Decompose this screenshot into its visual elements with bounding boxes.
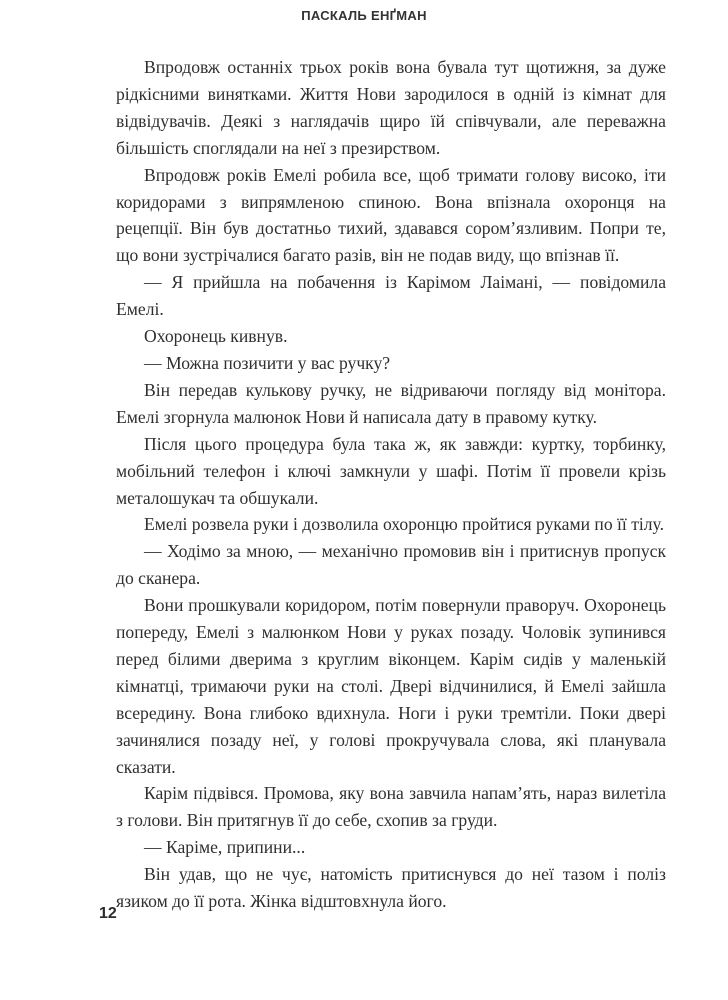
paragraph: — Я прийшла на побачення із Карімом Лаімані, — повідомила Емелі. (116, 272, 666, 320)
paragraph: Вони прошкували коридором, потім повернули праворуч. Охоронець попереду, Емелі з малюнком Нови у руках позаду. Чоловік зупинився перед білими дверима з круглим віконцем. Карім сидів у маленькій кімнатці, тримаючи руки на столі. Двері відчинилися, й Емелі зайшла всередину. Вона глибоко вдихнула. Ноги і руки тремтіли. Поки двері зачинялися позаду неї, у голові прокручувала слова, які планувала сказати. (116, 595, 666, 777)
paragraph: Емелі розвела руки і дозволила охоронцю пройтися руками по її тілу. (144, 514, 664, 535)
paragraph: Впродовж останніх трьох років вона бувала тут щотижня, за дуже рідкісними винятками. Життя Нови зародилося в одній із кімнат для відвідувачів. Деякі з наглядачів щиро їй співчували, але переважна більшість споглядали на неї з презирством. (116, 57, 666, 158)
body-text (116, 54, 666, 915)
paragraph: Карім підвівся. Промова, яку вона завчила напам’ять, нараз вилетіла з голови. Він притягнув її до себе, схопив за груди. (116, 783, 666, 831)
paragraph: Після цього процедура була така ж, як завжди: куртку, торбинку, мобільний телефон і ключі замкнули у шафі. Потім її провели крізь металошукач та обшукали. (116, 433, 666, 508)
paragraph: Впродовж років Емелі робила все, щоб тримати голову високо, іти коридорами з випрямленою спиною. Вона впізнала охоронця на рецепції. Він був достатньо тихий, здавався сором’язливим. Попри те, що вони зустрічалися багато разів, він не подав виду, що впізнав її. (116, 164, 666, 266)
paragraph: — Каріме, припини... (144, 837, 306, 858)
paragraph: Охоронець кивнув. (144, 326, 288, 347)
paragraph: Він удав, що не чує, натомість притиснувся до неї тазом і поліз язиком до її рота. Жінка відштовхнула його. (116, 864, 666, 912)
page-number: 12 (99, 905, 117, 922)
paragraph: Він передав кулькову ручку, не відриваючи погляду від монітора. Емелі згорнула малюнок Нови й написала дату в правому кутку. (116, 379, 666, 427)
paragraph: — Ходімо за мною, — механічно промовив він і притиснув пропуск до сканера. (116, 541, 666, 589)
paragraph: — Можна позичити у вас ручку? (144, 352, 391, 373)
running-head: ПАСКАЛЬ ЕНҐМАН (301, 8, 427, 23)
